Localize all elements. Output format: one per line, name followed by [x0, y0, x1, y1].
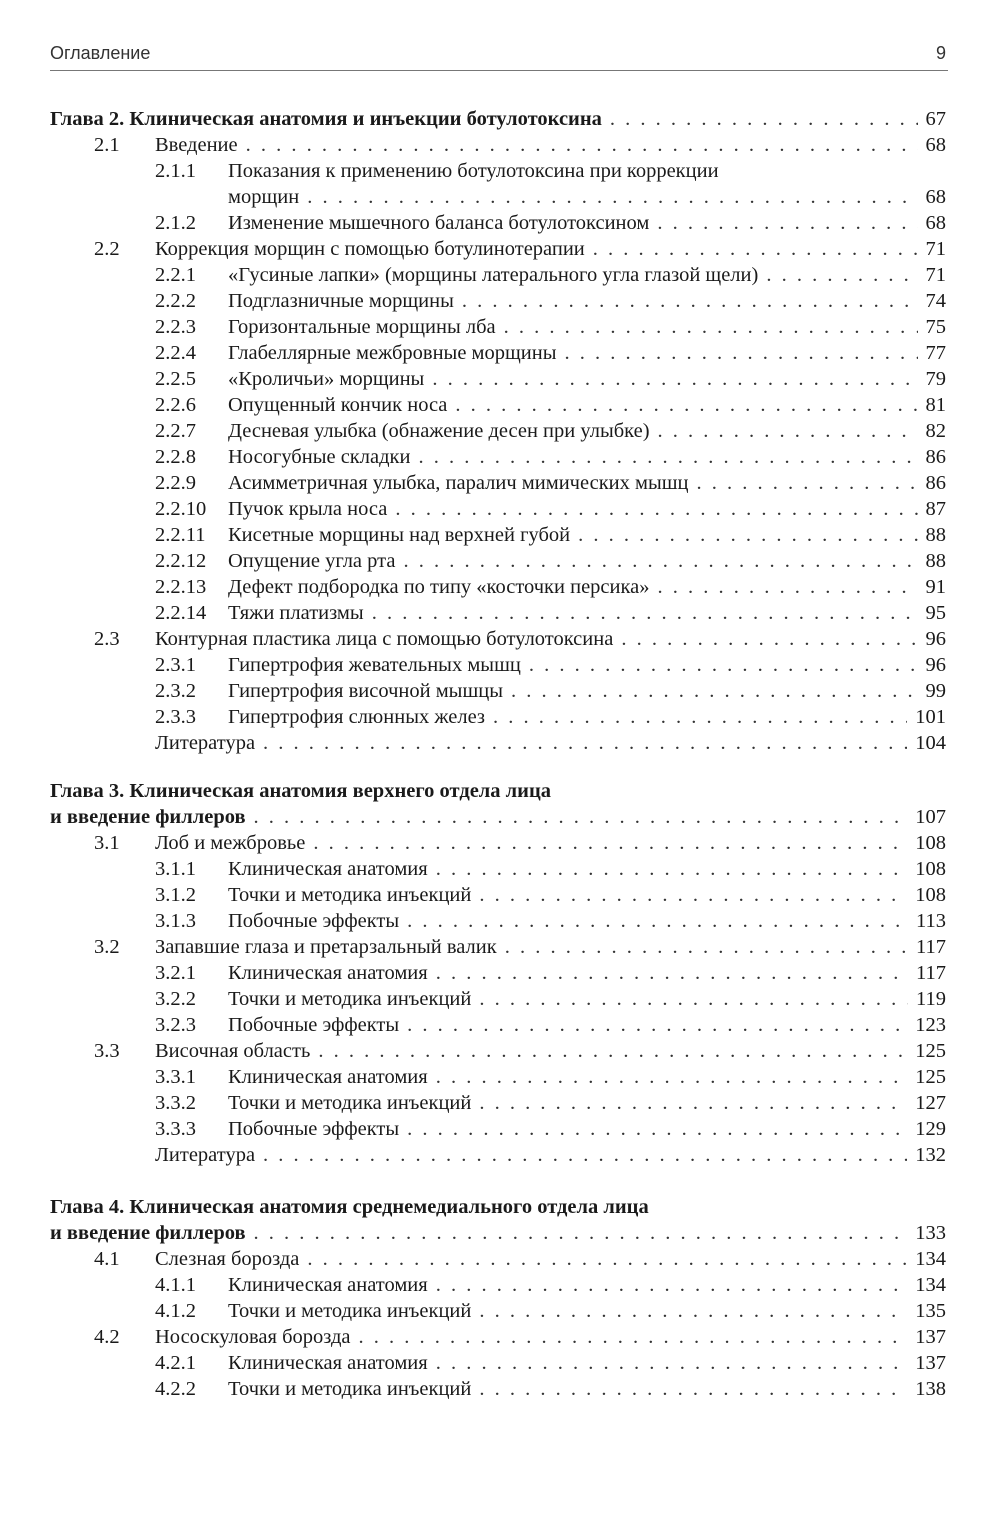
entry-number: 2.2.7: [155, 420, 196, 442]
leader-dots: [403, 548, 917, 574]
entry-page: 96: [925, 654, 946, 676]
entry-title: Слезная борозда: [155, 1248, 300, 1270]
entry-title: Запавшие глаза и претарзальный валик: [155, 936, 497, 958]
leader-dots: [436, 1272, 908, 1298]
entry-title: Точки и методика инъекций: [228, 988, 472, 1010]
leader-dots: [657, 210, 917, 236]
chapter-heading-row[interactable]: [50, 804, 946, 830]
leader-dots: [621, 626, 917, 652]
entry-title: Гипертрофия слюнных желез: [228, 706, 486, 728]
entry-title: Лоб и межбровье: [155, 832, 306, 854]
entry-page: 82: [925, 420, 946, 442]
leader-dots: [479, 1376, 907, 1402]
entry-title: Клиническая анатомия: [228, 962, 428, 984]
entry-title: Тяжи платизмы: [228, 602, 364, 624]
leader-dots: [658, 418, 918, 444]
entry-page: 138: [915, 1378, 946, 1400]
entry-page: 137: [915, 1352, 946, 1374]
toc-entry[interactable]: [155, 340, 946, 366]
entry-number: 3.1: [94, 832, 120, 854]
toc-entry[interactable]: [94, 1246, 946, 1272]
leader-dots: [504, 314, 918, 340]
entry-page: 108: [915, 858, 946, 880]
toc-entry[interactable]: [155, 1012, 946, 1038]
toc-entry[interactable]: [94, 132, 946, 158]
entry-page: 135: [915, 1300, 946, 1322]
leader-dots: [766, 262, 917, 288]
entry-title: Носогубные складки: [228, 446, 411, 468]
entry-number: 2.3.3: [155, 706, 196, 728]
leader-dots: [565, 340, 918, 366]
leader-dots: [436, 1350, 908, 1376]
toc-entry[interactable]: [155, 444, 946, 470]
entry-page: 95: [925, 602, 946, 624]
leader-dots: [307, 1246, 907, 1272]
chapter-title: Глава 3. Клиническая анатомия верхнего отдела лица: [50, 780, 552, 802]
leader-dots: [407, 1012, 907, 1038]
entry-number: 4.2: [94, 1326, 120, 1348]
entry-number: 3.2: [94, 936, 120, 958]
entry-title: Десневая улыбка (обнажение десен при улыбке): [228, 420, 650, 442]
entry-title: Гипертрофия жевательных мышц: [228, 654, 521, 676]
chapter-page: 133: [915, 1222, 946, 1244]
header-page-number: 9: [935, 43, 946, 63]
entry-title: Побочные эффекты: [228, 1014, 400, 1036]
entry-page: 79: [925, 368, 946, 390]
toc-entry[interactable]: [155, 704, 946, 730]
toc-entry-line[interactable]: [155, 158, 946, 184]
entry-page: 129: [915, 1118, 946, 1140]
toc-entry[interactable]: [155, 366, 946, 392]
chapter-heading-line[interactable]: [50, 778, 946, 804]
leader-dots: [479, 986, 908, 1012]
entry-page: 101: [915, 706, 946, 728]
entry-number: 3.2.3: [155, 1014, 196, 1036]
entry-number: 2.3.2: [155, 680, 196, 702]
header-title: Оглавление: [50, 43, 151, 63]
toc-entry[interactable]: [155, 262, 946, 288]
entry-title: Височная область: [155, 1040, 311, 1062]
entry-title: Показания к применению ботулотоксина при коррекции: [228, 160, 719, 182]
entry-number: 3.3.1: [155, 1066, 196, 1088]
chapter-page: 107: [915, 806, 946, 828]
entry-title: Пучок крыла носа: [228, 498, 388, 520]
toc-entry[interactable]: [155, 1376, 946, 1402]
toc-entry[interactable]: [155, 908, 946, 934]
entry-number: 2.1: [94, 134, 120, 156]
leader-dots: [246, 132, 918, 158]
entry-title: Литература: [155, 1144, 256, 1166]
entry-page: 137: [915, 1326, 946, 1348]
toc-entry[interactable]: [155, 600, 946, 626]
entry-page: 108: [915, 884, 946, 906]
entry-title: Клиническая анатомия: [228, 1274, 428, 1296]
toc-entry[interactable]: [94, 1038, 946, 1064]
entry-title: Клиническая анатомия: [228, 1352, 428, 1374]
toc-entry[interactable]: [155, 1064, 946, 1090]
leader-dots: [318, 1038, 907, 1064]
entry-title: Дефект подбородка по типу «косточки персика»: [228, 576, 650, 598]
entry-number: 2.2.3: [155, 316, 196, 338]
entry-page: 88: [925, 550, 946, 572]
toc-entry[interactable]: [155, 1272, 946, 1298]
leader-dots: [407, 908, 908, 934]
page-header: [50, 40, 948, 71]
entry-page: 87: [925, 498, 946, 520]
entry-page: 75: [925, 316, 946, 338]
leader-dots: [610, 106, 918, 132]
entry-page: 77: [925, 342, 946, 364]
entry-number: 2.2.1: [155, 264, 196, 286]
entry-page: 123: [915, 1014, 946, 1036]
entry-number: 4.1.2: [155, 1300, 196, 1322]
entry-number: 2.2.6: [155, 394, 196, 416]
entry-page: 125: [915, 1040, 946, 1062]
toc-entry[interactable]: [155, 1116, 946, 1142]
entry-title-continued: морщин: [228, 186, 300, 208]
toc-entry[interactable]: [155, 470, 946, 496]
entry-title: Кисетные морщины над верхней губой: [228, 524, 571, 546]
entry-number: 2.2.4: [155, 342, 196, 364]
entry-number: 3.2.2: [155, 988, 196, 1010]
leader-dots: [395, 496, 917, 522]
leader-dots: [493, 704, 907, 730]
toc-entry[interactable]: [155, 678, 946, 704]
leader-dots: [418, 444, 917, 470]
toc-entry[interactable]: [155, 1090, 946, 1116]
leader-dots: [511, 678, 918, 704]
entry-number: 4.2.2: [155, 1378, 196, 1400]
leader-dots: [658, 574, 918, 600]
chapter-heading-line[interactable]: [50, 1194, 946, 1220]
leader-dots: [436, 856, 908, 882]
entry-page: 71: [925, 238, 946, 260]
entry-title: Клиническая анатомия: [228, 1066, 428, 1088]
entry-page: 104: [915, 732, 946, 754]
entry-page: 127: [915, 1092, 946, 1114]
entry-page: 113: [916, 910, 946, 932]
toc-entry[interactable]: [155, 210, 946, 236]
chapter-heading-row[interactable]: [50, 1220, 946, 1246]
leader-dots: [479, 882, 907, 908]
leader-dots: [436, 1064, 908, 1090]
entry-title: Точки и методика инъекций: [228, 1092, 472, 1114]
toc-entry[interactable]: [155, 1350, 946, 1376]
entry-number: 4.1: [94, 1248, 120, 1270]
entry-page: 91: [925, 576, 946, 598]
entry-title: Коррекция морщин с помощью ботулинотерапии: [155, 238, 585, 260]
entry-page: 86: [925, 472, 946, 494]
entry-title: Нососкуловая борозда: [155, 1326, 351, 1348]
leader-dots: [436, 960, 908, 986]
entry-title: Опущение угла рта: [228, 550, 396, 572]
leader-dots: [254, 804, 908, 830]
leader-dots: [462, 288, 918, 314]
entry-number: 2.2.8: [155, 446, 196, 468]
entry-number: 3.1.1: [155, 858, 196, 880]
entry-title: Подглазничные морщины: [228, 290, 454, 312]
entry-title: Изменение мышечного баланса ботулотоксином: [228, 212, 650, 234]
entry-number: 2.2.9: [155, 472, 196, 494]
toc-entry-references[interactable]: [94, 730, 946, 756]
entry-title: Литература: [155, 732, 256, 754]
entry-number: 2.2.5: [155, 368, 196, 390]
entry-title: «Гусиные лапки» (морщины латерального угла глазой щели): [228, 264, 759, 286]
toc-entry[interactable]: [155, 1298, 946, 1324]
entry-page: 117: [916, 936, 946, 958]
leader-dots: [479, 1090, 907, 1116]
entry-number: 2.3: [94, 628, 120, 650]
entry-page: 81: [925, 394, 946, 416]
leader-dots: [593, 236, 918, 262]
entry-number: 3.1.2: [155, 884, 196, 906]
entry-title: Опущенный кончик носа: [228, 394, 448, 416]
entry-number: 2.2: [94, 238, 120, 260]
entry-number: 2.2.11: [155, 524, 206, 546]
entry-title: Введение: [155, 134, 238, 156]
leader-dots: [479, 1298, 907, 1324]
entry-number: 2.1.2: [155, 212, 196, 234]
toc-entry[interactable]: [155, 652, 946, 678]
entry-title: «Кроличьи» морщины: [228, 368, 425, 390]
entry-title: Точки и методика инъекций: [228, 1378, 472, 1400]
leader-dots: [254, 1220, 908, 1246]
toc-entry[interactable]: [155, 496, 946, 522]
leader-dots: [263, 1142, 907, 1168]
toc-entry[interactable]: [155, 522, 946, 548]
entry-number: 2.2.2: [155, 290, 196, 312]
entry-title: Асимметричная улыбка, паралич мимических мышц: [228, 472, 689, 494]
leader-dots: [359, 1324, 908, 1350]
entry-page: 125: [915, 1066, 946, 1088]
entry-title: Гипертрофия височной мышцы: [228, 680, 503, 702]
leader-dots: [455, 392, 917, 418]
entry-page: 96: [925, 628, 946, 650]
toc-entry[interactable]: [228, 184, 946, 210]
entry-number: 2.2.10: [155, 498, 207, 520]
entry-number: 3.3.2: [155, 1092, 196, 1114]
entry-page: 68: [925, 186, 946, 208]
toc-entry[interactable]: [94, 934, 946, 960]
toc-entry[interactable]: [155, 392, 946, 418]
entry-title: Точки и методика инъекций: [228, 1300, 472, 1322]
leader-dots: [505, 934, 908, 960]
entry-number: 3.3: [94, 1040, 120, 1062]
entry-number: 2.1.1: [155, 160, 196, 182]
entry-page: 74: [925, 290, 946, 312]
chapter-heading-row[interactable]: [50, 106, 946, 132]
entry-number: 3.2.1: [155, 962, 196, 984]
entry-page: 134: [915, 1274, 946, 1296]
toc-entry[interactable]: [94, 1324, 946, 1350]
entry-title: Точки и методика инъекций: [228, 884, 472, 906]
chapter-title: Глава 4. Клиническая анатомия среднемедиального отдела лица: [50, 1196, 649, 1218]
toc-entry[interactable]: [155, 314, 946, 340]
entry-title: Контурная пластика лица с помощью ботулотоксина: [155, 628, 614, 650]
entry-page: 132: [915, 1144, 946, 1166]
leader-dots: [263, 730, 907, 756]
toc-entry[interactable]: [155, 960, 946, 986]
leader-dots: [697, 470, 918, 496]
toc-entry[interactable]: [155, 882, 946, 908]
entry-title: Клиническая анатомия: [228, 858, 428, 880]
chapter-title: и введение филлеров: [50, 806, 246, 828]
leader-dots: [372, 600, 918, 626]
entry-number: 2.2.13: [155, 576, 207, 598]
toc-entry[interactable]: [155, 856, 946, 882]
toc-entry[interactable]: [94, 626, 946, 652]
entry-page: 134: [915, 1248, 946, 1270]
leader-dots: [307, 184, 917, 210]
toc-entry[interactable]: [155, 288, 946, 314]
toc-entry[interactable]: [155, 418, 946, 444]
entry-page: 68: [925, 134, 946, 156]
entry-page: 117: [916, 962, 946, 984]
chapter-title: Глава 2. Клиническая анатомия и инъекции ботулотоксина: [50, 108, 602, 130]
entry-number: 2.3.1: [155, 654, 196, 676]
entry-number: 2.2.12: [155, 550, 207, 572]
leader-dots: [313, 830, 907, 856]
toc-entry[interactable]: [155, 986, 946, 1012]
entry-number: 3.3.3: [155, 1118, 196, 1140]
toc-entry[interactable]: [94, 236, 946, 262]
entry-page: 119: [916, 988, 946, 1010]
toc-entry[interactable]: [155, 548, 946, 574]
entry-number: 4.1.1: [155, 1274, 196, 1296]
entry-title: Побочные эффекты: [228, 1118, 400, 1140]
entry-title: Горизонтальные морщины лба: [228, 316, 496, 338]
toc-entry[interactable]: [94, 830, 946, 856]
toc-entry[interactable]: [155, 574, 946, 600]
entry-number: 2.2.14: [155, 602, 207, 624]
leader-dots: [407, 1116, 907, 1142]
chapter-page: 67: [925, 108, 946, 130]
entry-page: 68: [925, 212, 946, 234]
entry-page: 71: [925, 264, 946, 286]
entry-page: 86: [925, 446, 946, 468]
entry-page: 88: [925, 524, 946, 546]
toc-entry-references[interactable]: [94, 1142, 946, 1168]
leader-dots: [432, 366, 917, 392]
chapter-title: и введение филлеров: [50, 1222, 246, 1244]
entry-title: Глабеллярные межбровные морщины: [228, 342, 557, 364]
leader-dots: [578, 522, 917, 548]
entry-number: 3.1.3: [155, 910, 196, 932]
entry-page: 108: [915, 832, 946, 854]
entry-title: Побочные эффекты: [228, 910, 400, 932]
entry-number: 4.2.1: [155, 1352, 196, 1374]
leader-dots: [529, 652, 918, 678]
entry-page: 99: [925, 680, 946, 702]
